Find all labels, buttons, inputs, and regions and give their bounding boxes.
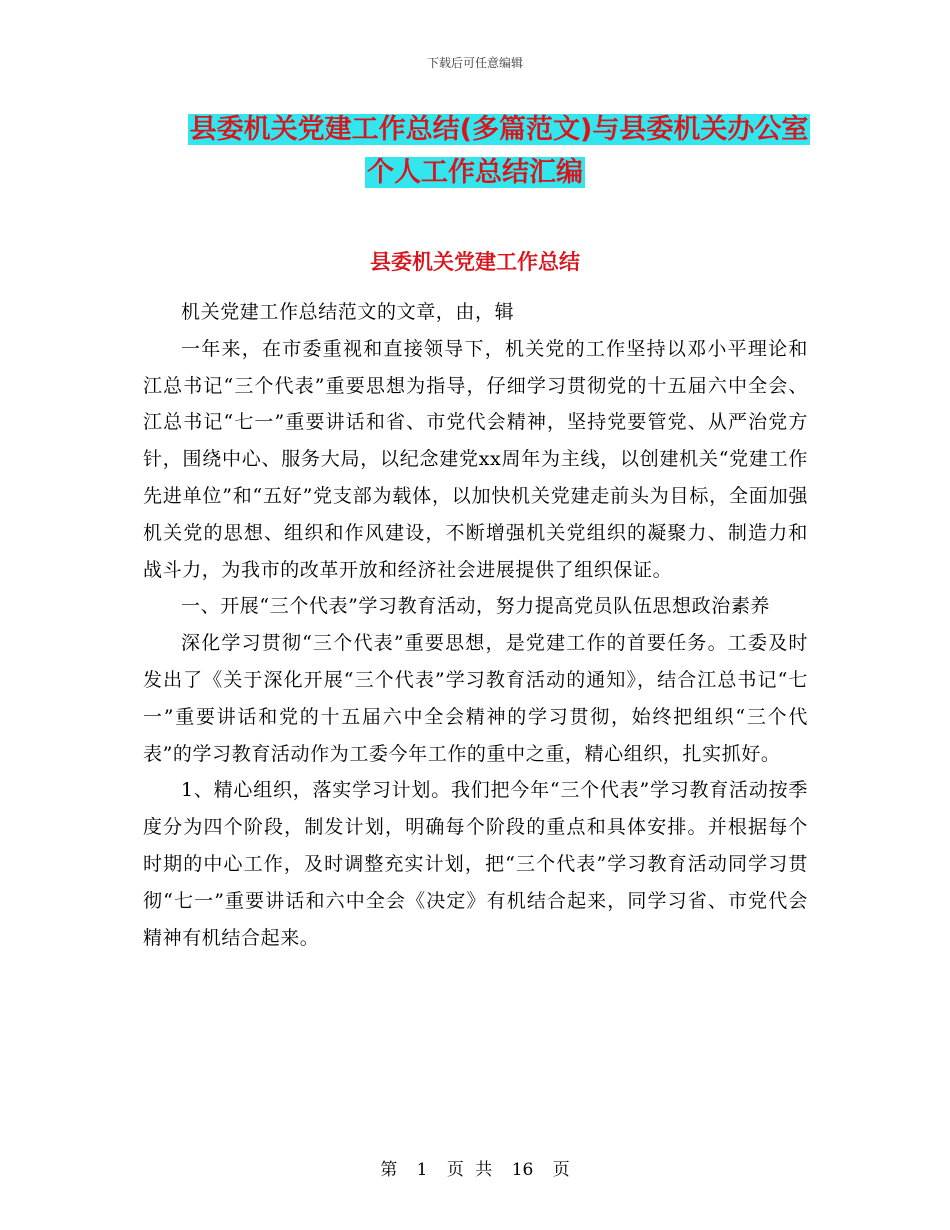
page-number: 1 (416, 1160, 428, 1180)
section-title: 县委机关党建工作总结 (370, 250, 580, 274)
page-label-middle: 页 共 (446, 1160, 493, 1180)
paragraph: 一年来，在市委重视和直接领导下，机关党的工作坚持以邓小平理论和江总书记“三个代表”重要思想为指导，仔细学习贯彻党的十五届六中全会、江总书记“七一”重要讲话和省、市党代会精神，坚持党要管党、从严治党方针，围绕中心、服务大局，以纪念建党xx周年为主线，以创建机关“党建工作先进单位”和“五好”党支部为载体，以加快机关党建走前头为目标，全面加强机关党的思想、组织和作风建设，不断增强机关党组织的凝聚力、制造力和战斗力，为我市的改革开放和经济社会进展提供了组织保证。 (143, 337, 808, 581)
page-label-prefix: 第 (380, 1160, 398, 1180)
paragraph: 机关党建工作总结范文的文章，由，辑 (181, 301, 515, 323)
document-title-line-2 (0, 153, 950, 193)
document-title-line-1-text: 县委机关党建工作总结(多篇范文)与县委机关办公室 (189, 114, 809, 145)
header-note: 下载后可任意编辑 (426, 56, 523, 70)
paragraph: 1、精心组织，落实学习计划。我们把今年“三个代表”学习教育活动按季度分为四个阶段，制发计划，明确每个阶段的重点和具体安排。并根据每个时期的中心工作，及时调整充实计划，把“三个代表”学习教育活动同学习贯彻“七一”重要讲话和六中全会《决定》有机结合起来，同学习省、市党代会精神有机结合起来。 (143, 779, 808, 949)
document-title-line-1 (24, 110, 950, 150)
page-footer (0, 1155, 950, 1180)
page-label-suffix: 页 (552, 1160, 570, 1180)
total-pages: 16 (511, 1160, 534, 1180)
paragraph: 深化学习贯彻“三个代表”重要思想，是党建工作的首要任务。工委及时发出了《关于深化开展“三个代表”学习教育活动的通知》，结合江总书记“七一”重要讲话和党的十五届六中全会精神的学习贯彻，始终把组织“三个代表”的学习教育活动作为工委今年工作的重中之重，精心组织，扎实抓好。 (143, 632, 808, 765)
document-title-line-2-text: 个人工作总结汇编 (367, 157, 583, 188)
paragraph: 一、开展“三个代表”学习教育活动，努力提高党员队伍思想政治素养 (181, 595, 771, 618)
document-body (143, 294, 808, 956)
